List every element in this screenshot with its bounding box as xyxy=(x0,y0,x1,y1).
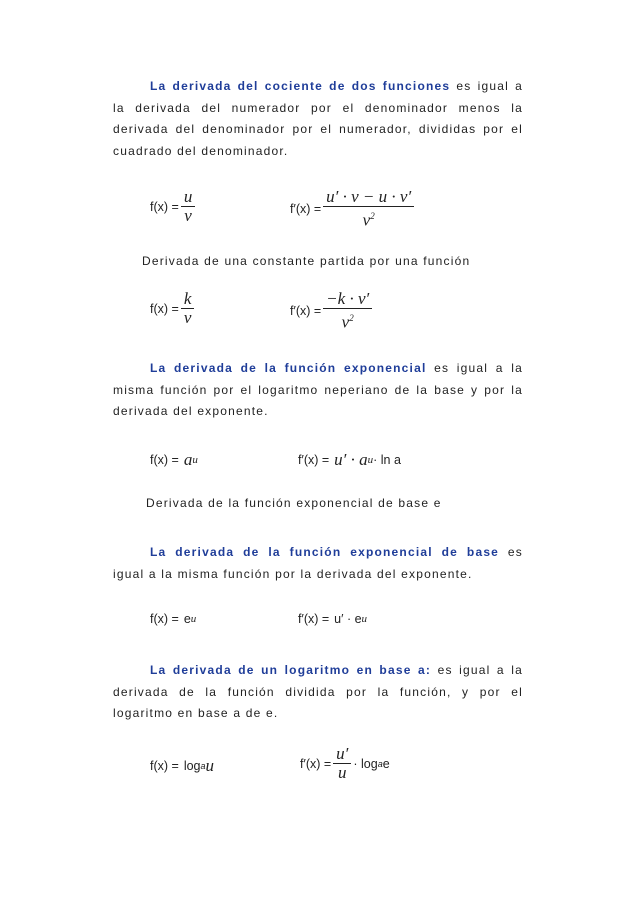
denominator: $v^2$ xyxy=(362,210,375,230)
log-base: a xyxy=(377,758,383,769)
lhs-prime: f′(x) = xyxy=(290,201,322,216)
subtitle-exp-e: Derivada de la función exponencial de base e xyxy=(146,496,442,510)
highlight-logaritmo: La derivada de un logaritmo en base a: xyxy=(150,663,432,677)
rhs-a: u′ · e xyxy=(334,612,362,626)
subtitle-constante: Derivada de una constante partida por una función xyxy=(142,254,471,268)
formula-exp-e-derivative xyxy=(298,612,367,626)
log-fn: log xyxy=(183,759,201,773)
denominator: u xyxy=(338,763,347,782)
denominator: $v^2$ xyxy=(341,312,354,332)
formula-log xyxy=(150,756,214,776)
text-cociente: es igual a la derivada del numerador por el denominador menos la derivada del denominador por el numerador, divididas por el cuadrado del denominador. xyxy=(113,79,523,158)
log-base: a xyxy=(200,761,206,771)
base: a xyxy=(183,450,193,469)
formula-exp-e xyxy=(150,612,196,626)
highlight-cociente: La derivada del cociente de dos funciones xyxy=(150,79,451,93)
rhs-b: · ln a xyxy=(373,453,401,467)
text-exponencial: es igual a la misma función por el logaritmo neperiano de la base y por la derivada del exponente. xyxy=(113,361,523,418)
base: e xyxy=(183,612,191,626)
formula-quotient xyxy=(150,188,197,225)
denominator: v xyxy=(183,308,192,327)
numerator: u xyxy=(183,187,193,206)
formula-log-derivative xyxy=(300,745,390,782)
log-arg: u xyxy=(205,756,215,775)
exponent: u xyxy=(192,454,198,466)
fraction xyxy=(181,290,195,327)
fraction xyxy=(323,188,414,230)
log-arg: e xyxy=(382,756,390,771)
rhs-a: u′ · a xyxy=(334,450,368,469)
paragraph-cociente xyxy=(113,76,523,162)
lhs: f(x) = xyxy=(150,453,179,467)
lhs-prime: f′(x) = xyxy=(298,453,330,467)
numerator: −k · v′ xyxy=(326,289,370,308)
fraction xyxy=(181,188,196,225)
numerator: k xyxy=(183,289,192,308)
formula-exponential xyxy=(150,450,198,470)
lhs-prime: f′(x) = xyxy=(290,303,322,318)
fraction xyxy=(323,290,372,332)
formula-exponential-derivative xyxy=(298,450,401,470)
lhs: f(x) = xyxy=(150,759,179,773)
lhs: f(x) = xyxy=(150,199,179,214)
highlight-exponencial: La derivada de la función exponencial xyxy=(150,361,427,375)
exponent: u xyxy=(367,454,374,466)
lhs: f(x) = xyxy=(150,301,179,316)
lhs-prime: f′(x) = xyxy=(300,756,332,771)
fraction xyxy=(333,745,351,782)
lhs: f(x) = xyxy=(150,612,179,626)
numerator: u′ xyxy=(336,744,349,763)
formula-constant xyxy=(150,290,196,327)
log-fn: · log xyxy=(353,756,378,771)
exponent: u xyxy=(361,613,368,625)
paragraph-logaritmo xyxy=(113,660,523,725)
formula-quotient-derivative xyxy=(290,188,416,230)
paragraph-exp-base xyxy=(113,542,523,585)
exponent: u xyxy=(190,613,197,625)
formula-constant-derivative xyxy=(290,290,374,332)
highlight-exp-base: La derivada de la función exponencial de base xyxy=(150,545,500,559)
paragraph-exponencial xyxy=(113,358,523,423)
numerator: u′ · v − u · v′ xyxy=(326,187,412,206)
text-logaritmo: es igual a la derivada de la función dividida por la función, y por el logaritmo en base a de e. xyxy=(113,663,523,720)
lhs-prime: f′(x) = xyxy=(298,612,330,626)
denominator: v xyxy=(184,206,192,225)
text-exp-base: es igual a la misma función por la derivada del exponente. xyxy=(113,545,524,581)
